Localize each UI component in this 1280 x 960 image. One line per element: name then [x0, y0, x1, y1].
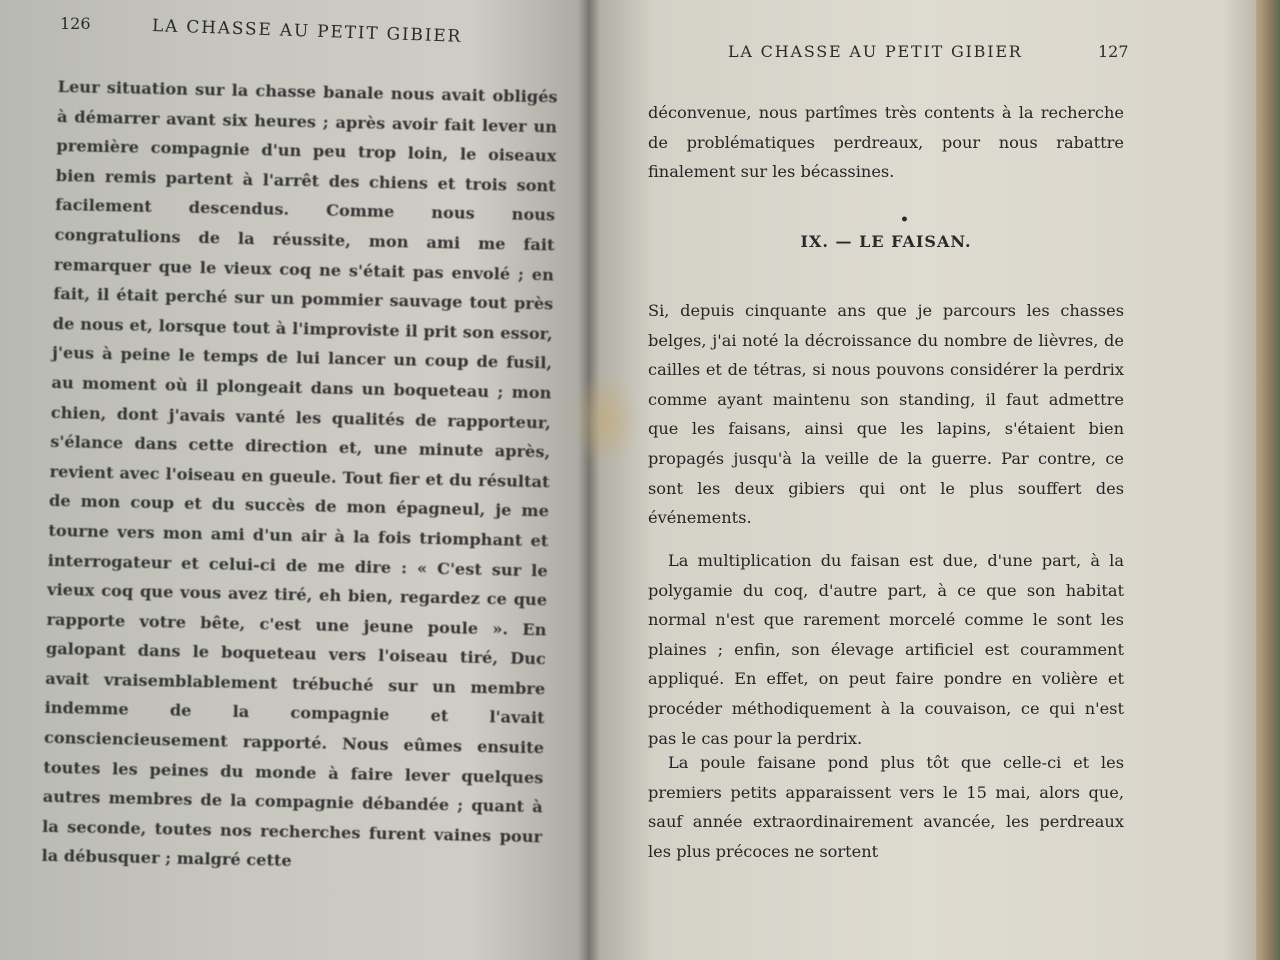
- book-gutter: [578, 0, 600, 960]
- left-page-number: 126: [60, 14, 91, 33]
- left-running-header: LA CHASSE AU PETIT GIBIER: [151, 16, 463, 47]
- paragraph-2: [648, 546, 1124, 753]
- paragraph-2-text: La multiplication du faisan est due, d'une part, à la polygamie du coq, d'autre part, à ce que son habitat normal n'est que rarement morcelé comme le sont les plaines ; enfin, son élevage artificiel est couramment appliqué. En effet, on peut faire pondre en volière et procéder méthodiquement à la couvaison, ce qui n'est pas le cas pour la perdrix.: [648, 551, 1124, 748]
- right-page: [588, 0, 1256, 960]
- left-paragraph: Leur situation sur la chasse banale nous avait obligés à démarrer avant six heures ; après avoir fait lever un première compagnie d'un peu trop loin, le oiseaux bien remis partent à l'arrêt des chiens et trois sont facilement descendus. Comme nous nous congratulions de la réussite, mon ami me fait remarquer que le vieux coq ne s'était pas envolé ; en fait, il était perché sur un pommier sauvage tout près de nous et, lorsque tout à l'improviste il prit son essor, j'eus à peine le temps de lui lancer un coup de fusil, au moment où il plongeait dans un boqueteau ; mon chien, dont j'avais vanté les qualités de rapporteur, s'élance dans cette direction et, une minute après, revient avec l'oiseau en gueule. Tout fier et du résultat de mon coup et du succès de mon épagneul, je me tourne vers mon ami d'un air à la fois triomphant et interrogateur et celui-ci de me dire : « C'est sur le vieux coq que vous avez tiré, eh bien, regardez ce que rapporte votre bête, c'est une jeune poule ». En galopant dans le boqueteau vers l'oiseau tiré, Duc avait vraisemblablement trébuché sur un membre indemme de la compagnie et l'avait consciencieusement rapporté. Nous eûmes ensuite toutes les peines du monde à faire lever quelques autres membres de la compagnie débandée ; quant à la seconde, toutes nos recherches furent vaines pour la débusquer ; malgré cette: [41, 76, 558, 871]
- left-page: [0, 0, 588, 960]
- section-title: IX. — LE FAISAN.: [800, 232, 972, 251]
- paragraph-3: [648, 748, 1124, 866]
- continuation-paragraph: déconvenue, nous partîmes très contents à la recherche de problématiques perdreaux, pour nous rabattre finalement sur les bécassines.: [648, 103, 1124, 182]
- continuation-text: [648, 98, 1124, 187]
- page-edge: [1256, 0, 1280, 960]
- right-page-number: 127: [1098, 42, 1129, 61]
- section-separator: •: [900, 212, 909, 228]
- paragraph-3-text: La poule faisane pond plus tôt que celle-ci et les premiers petits apparaissent vers le 15 mai, alors que, sauf année extraordinairement avancée, les perdreaux les plus précoces ne sortent: [648, 753, 1124, 861]
- left-body-text: [41, 72, 558, 881]
- paragraph-1: [648, 296, 1124, 533]
- paper-stain: [570, 370, 640, 470]
- right-running-header: LA CHASSE AU PETIT GIBIER: [728, 42, 1023, 61]
- paragraph-1-text: Si, depuis cinquante ans que je parcours les chasses belges, j'ai noté la décroissance du nombre de lièvres, de cailles et de tétras, si nous pouvons considérer la perdrix comme ayant maintenu son standing, il faut admettre que les faisans, ainsi que les lapins, s'étaient bien propagés jusqu'à la veille de la guerre. Par contre, ce sont les deux gibiers qui ont le plus souffert des événements.: [648, 301, 1124, 528]
